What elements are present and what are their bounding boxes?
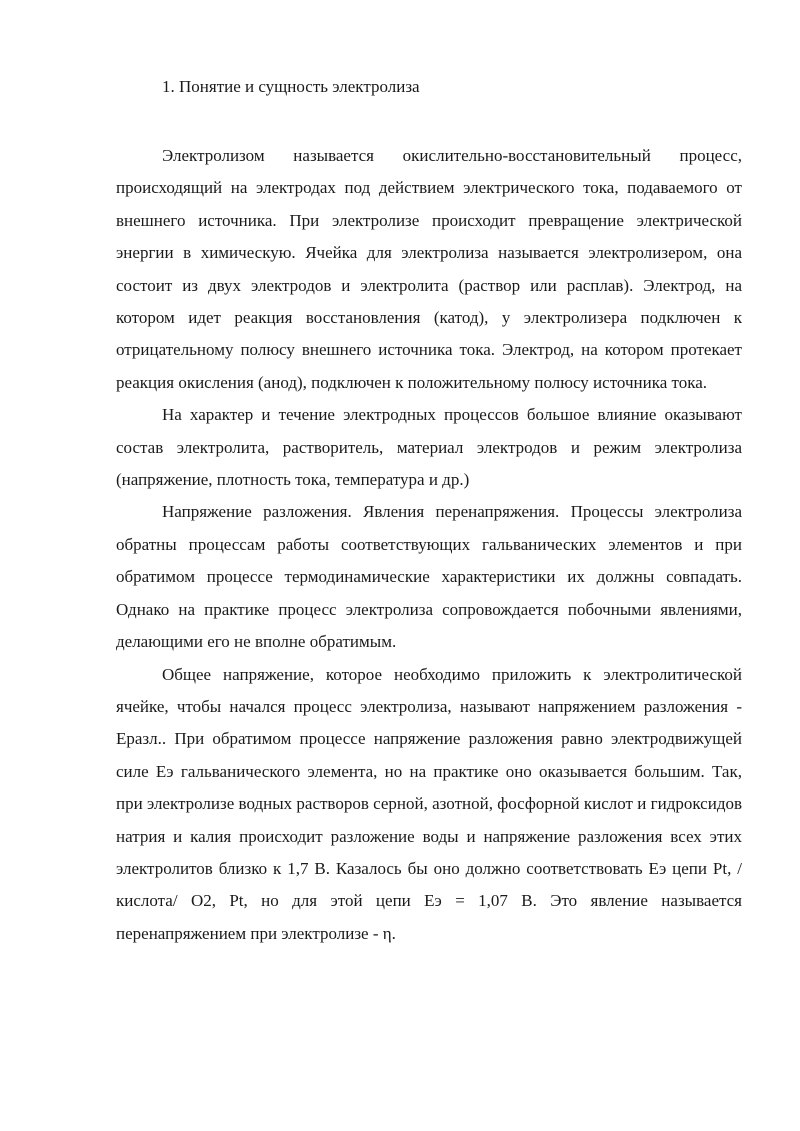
section-heading: 1. Понятие и сущность электролиза (162, 77, 420, 96)
paragraph-electrode-processes: На характер и течение электродных процессов большое влияние оказывают состав электролита, растворитель, материал электродов и режим электролиза (напряжение, плотность тока, температура и др.) (116, 405, 742, 490)
paragraph-overvoltage: Общее напряжение, которое необходимо приложить к электролитической ячейке, чтобы начался процесс электролиза, называют напряжением разложения - Еразл.. При обратимом процессе напряжение разложения равно электродвижущей силе Еэ гальванического элемента, но на практике оно оказывается большим. Так, при электролизе водных растворов серной, азотной, фосфорной кислот и гидроксидов натрия и калия происходит разложение воды и напряжение разложения всех этих электролитов близко к 1,7 В. Казалось бы оно должно соответствовать Еэ цепи Pt, /кислота/ O2, Pt, но для этой цепи Еэ = 1,07 В. Это явление называется перенапряжением при электролизе - η. (116, 664, 742, 943)
paragraph-decomposition-voltage: Напряжение разложения. Явления перенапряжения. Процессы электролиза обратны процессам работы соответствующих гальванических элементов и при обратимом процессе термодинамические характеристики их должны совпадать. Однако на практике процесс электролиза сопровождается побочными явлениями, делающими его не вполне обратимым. (116, 502, 742, 652)
document-body (116, 140, 742, 950)
paragraph-electrolysis-definition: Электролизом называется окислительно-восстановительный процесс, происходящий на электродах под действием электрического тока, подаваемого от внешнего источника. При электролизе происходит превращение электрической энергии в химическую. Ячейка для электролиза называется электролизером, она состоит из двух электродов и электролита (раствор или расплав). Электрод, на котором идет реакция восстановления (катод), у электролизера подключен к отрицательному полюсу внешнего источника тока. Электрод, на котором протекает реакция окисления (анод), подключен к положительному полюсу источника тока. (116, 146, 742, 392)
